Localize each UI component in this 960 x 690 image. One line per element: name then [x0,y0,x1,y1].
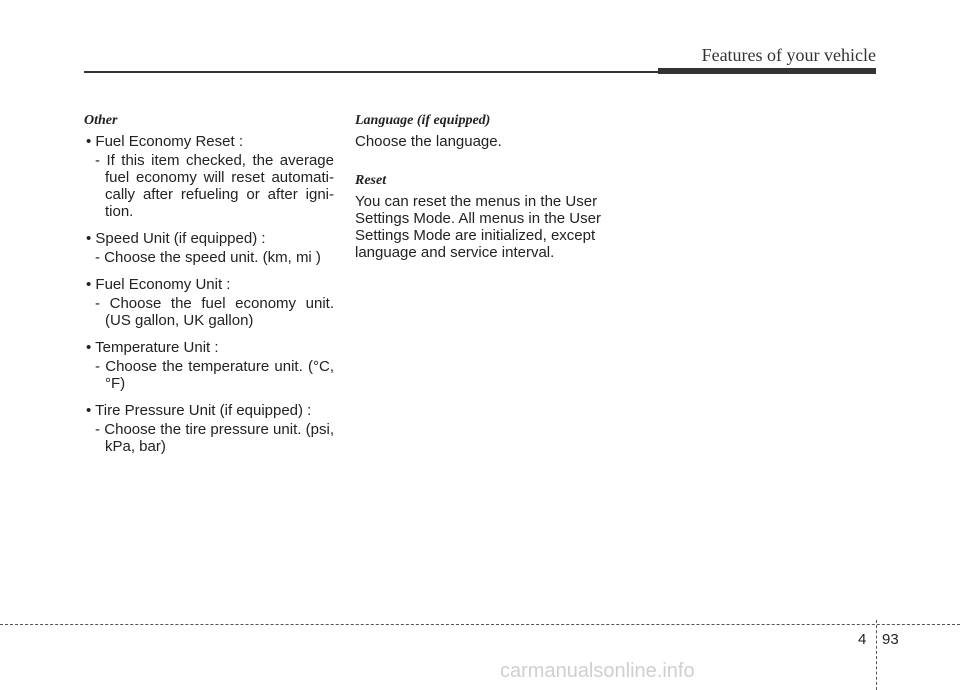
section-title-language: Language (if equipped) [355,113,491,128]
footer-rule [0,624,960,625]
section-title-reset: Reset [355,173,387,188]
list-item: • Fuel Economy Reset : - If this item checked, the average fuel economy will reset automati-cally after refueling or after igni-tion. [86,133,334,220]
reset-section [355,172,610,261]
item-label: Fuel Economy Unit : [95,276,231,293]
right-column [355,112,610,283]
item-label: Speed Unit (if equipped) : [95,230,266,247]
watermark: carmanualsonline.info [500,660,695,682]
section-title-other: Other [84,113,118,128]
item-label: Fuel Economy Reset : [95,133,243,150]
header-rule-accent [658,68,876,74]
language-section [355,112,610,150]
left-column [84,112,334,465]
item-label: Temperature Unit : [95,339,219,356]
list-item: • Speed Unit (if equipped) : - Choose the speed unit. (km, mi ) [86,230,321,266]
header-rule [84,71,684,73]
list-item: • Fuel Economy Unit : - Choose the fuel economy unit. (US gallon, UK gallon) [86,276,334,329]
item-description: Choose the speed unit. (km, mi ) [104,249,321,266]
language-text: Choose the language. [355,133,502,150]
page-chapter: 4 [858,631,867,648]
item-description: Choose the fuel economy unit. (US gallon, UK gallon) [105,295,334,329]
reset-text: You can reset the menus in the User Settings Mode. All menus in the User Settings Mode are initialized, except language and service interval. [355,193,601,261]
item-description: Choose the tire pressure unit. (psi, kPa, bar) [104,421,334,455]
header-title: Features of your vehicle [701,45,876,65]
page-number: 93 [882,631,899,648]
list-item: • Temperature Unit : - Choose the temperature unit. (°C,°F) [86,339,334,392]
item-description: If this item checked, the average fuel economy will reset automati-cally after refueling or after igni-tion. [105,152,334,220]
list-item: • Tire Pressure Unit (if equipped) : - Choose the tire pressure unit. (psi, kPa, bar) [86,402,334,455]
footer-divider [876,620,877,690]
item-label: Tire Pressure Unit (if equipped) : [95,402,312,419]
item-description: Choose the temperature unit. (°C,°F) [105,358,334,392]
